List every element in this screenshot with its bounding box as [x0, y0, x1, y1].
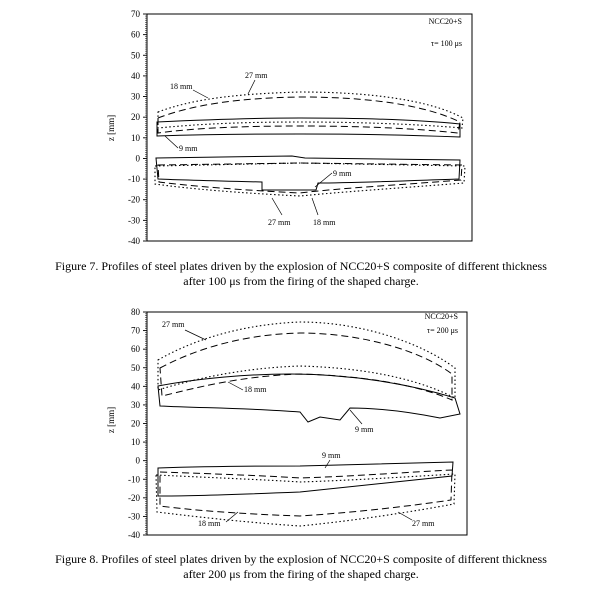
- y-axis-label: z [mm]: [106, 406, 116, 434]
- y-tick-label: 70: [131, 325, 140, 336]
- y-tick-label: 50: [131, 50, 140, 61]
- figure-8-caption: [0, 552, 602, 582]
- caption-line-1: Figure 7. Profiles of steel plates driven by the explosion of NCC20+S composite of different thickness: [55, 259, 547, 273]
- leader-line: [312, 198, 318, 215]
- y-tick-label: -30: [128, 511, 140, 522]
- plot-frame: [147, 14, 472, 241]
- y-axis: [128, 9, 147, 246]
- y-tick-label: 20: [131, 112, 140, 123]
- y-tick-label: 40: [131, 381, 140, 392]
- y-tick-label: 40: [131, 70, 140, 81]
- y-tick-label: 80: [131, 307, 140, 317]
- y-tick-label: 20: [131, 418, 140, 429]
- leader-line: [228, 382, 243, 390]
- series-18mm-lower: [155, 163, 465, 196]
- y-tick-label: -10: [128, 474, 140, 485]
- leader-line: [350, 410, 362, 424]
- plot-frame: [147, 312, 467, 535]
- caption-line-1: Figure 8. Profiles of steel plates driven by the explosion of NCC20+S composite of different thickness: [55, 552, 547, 566]
- leader-line: [272, 198, 282, 215]
- figure-7-caption: [0, 259, 602, 289]
- y-tick-label: 60: [131, 29, 140, 40]
- annotation-9mm-lower: 9 mm: [322, 451, 341, 460]
- figure-7-chart: [0, 0, 602, 260]
- leader-line: [248, 80, 255, 94]
- series-9mm-upper: [158, 374, 460, 422]
- y-tick-label: 30: [131, 91, 140, 102]
- legend-title: NCC20+S: [428, 17, 462, 26]
- y-tick-label: 10: [131, 437, 140, 448]
- figure-8-chart: [0, 300, 602, 550]
- y-tick-label: -10: [128, 174, 140, 185]
- y-tick-label: -40: [128, 236, 140, 246]
- legend-time: τ= 100 μs: [430, 39, 462, 48]
- annotation-27mm-lower: 27 mm: [412, 519, 435, 528]
- caption-line-2: after 100 μs from the firing of the shaped charge.: [183, 274, 419, 288]
- annotation-9mm-lower: 9 mm: [333, 169, 352, 178]
- legend-title: NCC20+S: [424, 312, 458, 321]
- y-tick-label: -30: [128, 215, 140, 226]
- y-tick-label: 0: [135, 153, 140, 164]
- y-tick-label: 30: [131, 399, 140, 410]
- leader-line: [193, 90, 208, 98]
- annotation-9mm-upper: 9 mm: [355, 425, 374, 434]
- leader-line: [315, 173, 332, 187]
- annotation-9mm-upper: 9 mm: [179, 144, 198, 153]
- annotation-27mm-lower: 27 mm: [268, 218, 291, 227]
- caption-line-2: after 200 μs from the firing of the shaped charge.: [183, 567, 419, 581]
- series-27mm-upper: [158, 97, 460, 133]
- series-9mm-lower: [156, 156, 460, 190]
- y-tick-label: 60: [131, 344, 140, 355]
- y-tick-label: 50: [131, 362, 140, 373]
- y-tick-label: -20: [128, 194, 140, 205]
- y-axis: [128, 307, 147, 540]
- annotation-27mm-upper: 27 mm: [245, 71, 268, 80]
- leader-line: [325, 460, 330, 468]
- figure-8: [0, 300, 602, 594]
- y-tick-label: 10: [131, 132, 140, 143]
- annotation-18mm-upper: 18 mm: [244, 385, 267, 394]
- series-9mm-upper: [157, 118, 460, 137]
- annotation-18mm-lower: 18 mm: [198, 519, 221, 528]
- series-27mm-lower: [158, 163, 462, 193]
- annotation-27mm-upper: 27 mm: [162, 320, 185, 329]
- leader-line: [185, 330, 206, 340]
- leader-line: [398, 512, 412, 520]
- y-axis-label: z [mm]: [106, 114, 116, 142]
- y-tick-label: 70: [131, 9, 140, 19]
- y-tick-label: -20: [128, 492, 140, 503]
- annotation-18mm-lower: 18 mm: [313, 218, 336, 227]
- legend-time: τ= 200 μs: [426, 326, 458, 335]
- y-tick-label: -40: [128, 530, 140, 540]
- y-tick-label: 0: [135, 455, 140, 466]
- annotation-18mm-upper: 18 mm: [170, 82, 193, 91]
- series-9mm-lower: [158, 462, 453, 496]
- leader-line: [165, 136, 178, 148]
